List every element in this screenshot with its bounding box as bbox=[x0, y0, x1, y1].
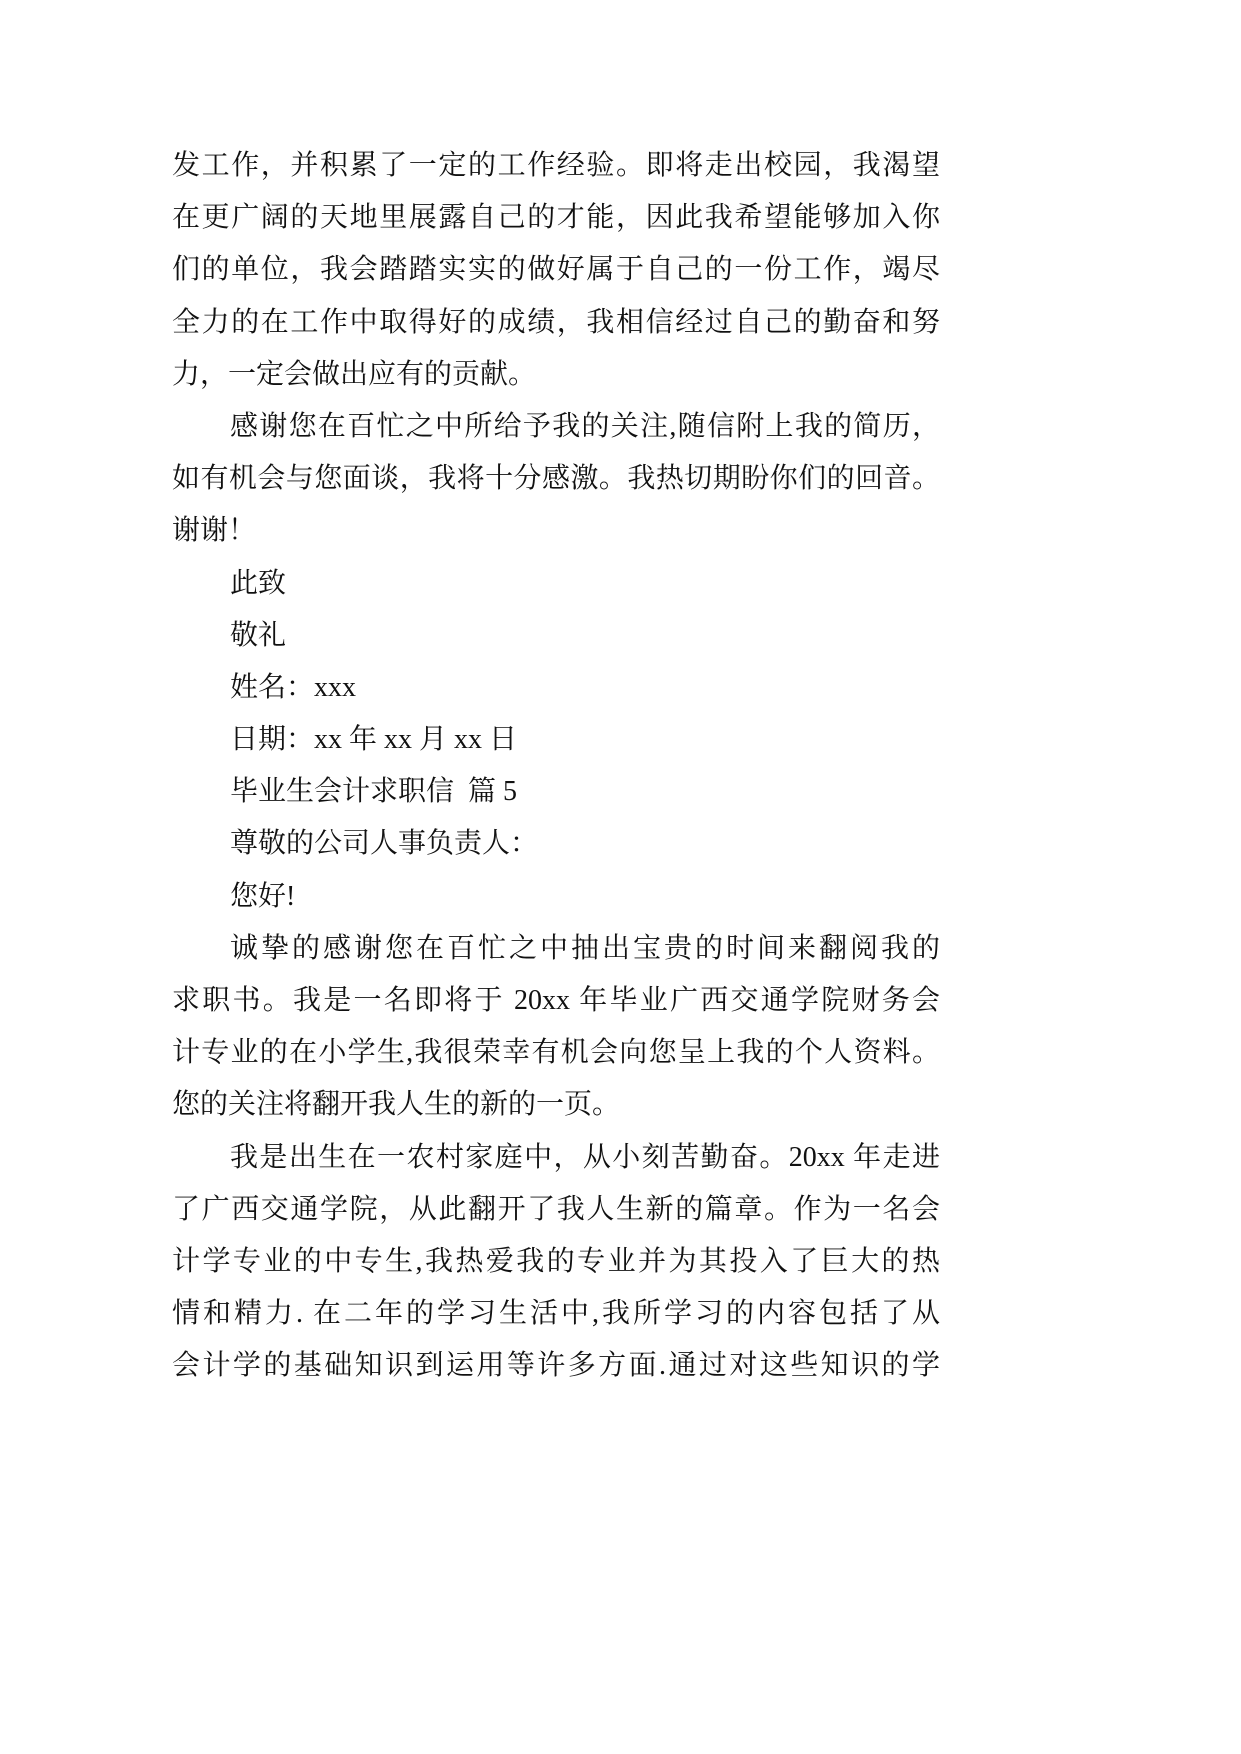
salutation: 尊敬的公司人事负责人： bbox=[230, 828, 539, 860]
text-line: 如有机会与您面谈，我将十分感激。我热切期盼你们的回音。 bbox=[172, 463, 940, 495]
text-line: 了广西交通学院，从此翻开了我人生新的篇章。作为一名会 bbox=[172, 1193, 940, 1225]
text-line: 们的单位，我会踏踏实实的做好属于自己的一份工作，竭尽 bbox=[172, 254, 940, 286]
text-line: 谢谢！ bbox=[172, 515, 257, 547]
text-line: 全力的在工作中取得好的成绩，我相信经过自己的勤奋和努 bbox=[172, 306, 940, 338]
text-line: 计学专业的中专生,我热爱我的专业并为其投入了巨大的热 bbox=[172, 1245, 940, 1277]
signature-date: 日期：xx 年 xx 月 xx 日 bbox=[230, 724, 518, 756]
text-line: 求职书。我是一名即将于 20xx 年毕业广西交通学院财务会 bbox=[172, 985, 940, 1016]
document-body bbox=[172, 140, 940, 1393]
text-line: 我是出生在一农村家庭中，从小刻苦勤奋。20xx 年走进 bbox=[230, 1141, 940, 1173]
regards-line: 敬礼 bbox=[230, 619, 287, 651]
text-line: 在更广阔的天地里展露自己的才能，因此我希望能够加入你 bbox=[172, 202, 940, 234]
signature-name: 姓名：xxx bbox=[230, 671, 357, 703]
letter-title: 毕业生会计求职信 篇 5 bbox=[230, 776, 518, 808]
closing-line: 此致 bbox=[230, 567, 287, 599]
text-line: 诚挚的感谢您在百忙之中抽出宝贵的时间来翻阅我的 bbox=[230, 932, 940, 964]
text-line: 发工作，并积累了一定的工作经验。即将走出校园，我渴望 bbox=[172, 150, 940, 181]
text-line: 会计学的基础知识到运用等许多方面.通过对这些知识的学 bbox=[172, 1350, 940, 1382]
paragraph bbox=[172, 401, 940, 558]
greeting: 您好! bbox=[230, 880, 296, 912]
text-line: 情和精力. 在二年的学习生活中,我所学习的内容包括了从 bbox=[172, 1298, 940, 1330]
text-line: 感谢您在百忙之中所给予我的关注,随信附上我的简历， bbox=[230, 410, 940, 442]
text-line: 力，一定会做出应有的贡献。 bbox=[172, 358, 537, 390]
text-line: 您的关注将翻开我人生的新的一页。 bbox=[172, 1089, 621, 1121]
paragraph bbox=[172, 140, 940, 401]
paragraph bbox=[172, 923, 940, 1132]
paragraph bbox=[172, 1132, 940, 1393]
text-line: 计专业的在小学生,我很荣幸有机会向您呈上我的个人资料。 bbox=[172, 1037, 940, 1069]
